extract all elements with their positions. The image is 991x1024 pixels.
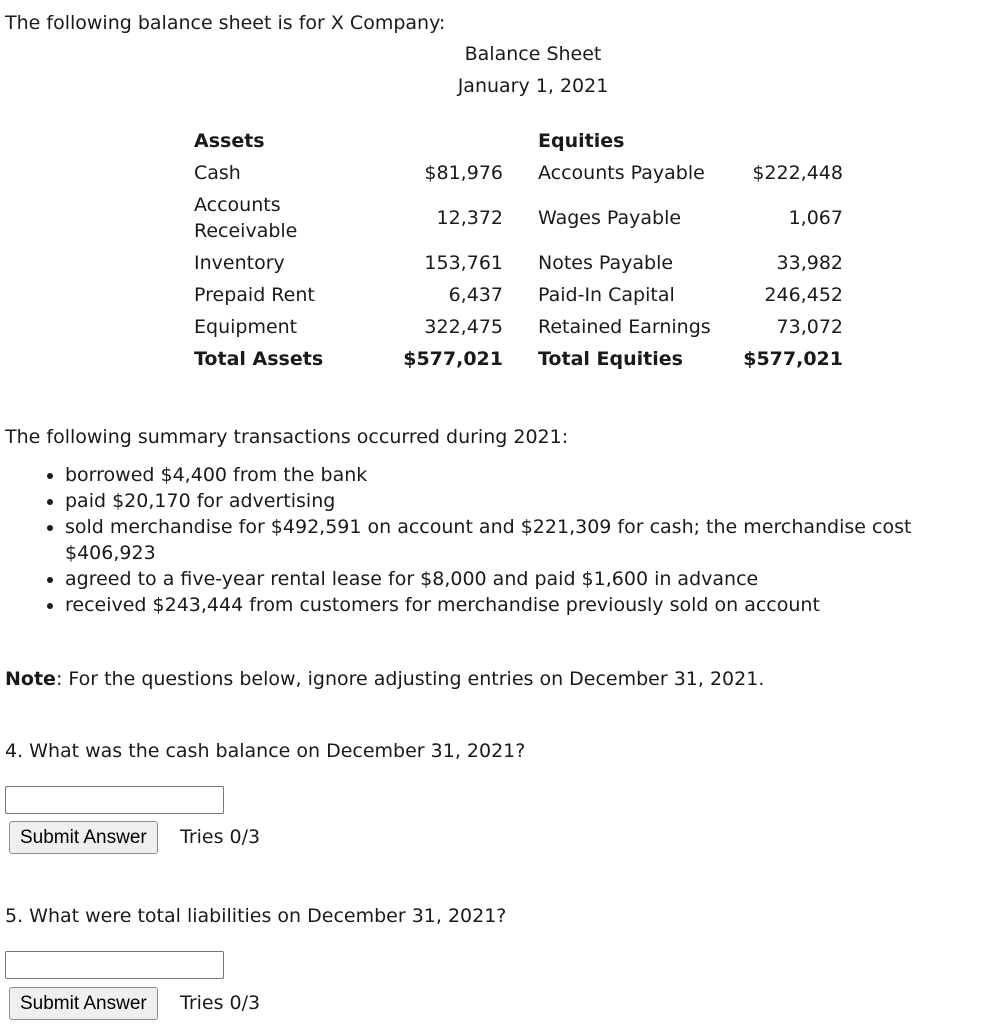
total-equities-label: Total Equities <box>538 348 683 370</box>
question-5-tries: Tries 0/3 <box>180 992 261 1014</box>
note-text: : For the questions below, ignore adjusting entries on December 31, 2021. <box>55 668 765 690</box>
equities-header: Equities <box>538 130 625 152</box>
list-item: • received $243,444 from customers for merchandise previously sold on account <box>65 592 985 618</box>
sheet-date: January 1, 2021 <box>457 75 609 97</box>
asset-label: Equipment <box>194 316 298 338</box>
asset-label: Inventory <box>194 252 285 274</box>
question-4-submit-button[interactable]: Submit Answer <box>9 821 158 854</box>
total-equities-value: $577,021 <box>743 348 843 370</box>
note <box>5 668 764 690</box>
asset-label: Receivable <box>194 220 298 242</box>
total-assets-label: Total Assets <box>194 348 324 370</box>
asset-value: 322,475 <box>424 316 503 338</box>
question-4-tries: Tries 0/3 <box>180 826 261 848</box>
asset-label: Prepaid Rent <box>194 284 315 306</box>
list-item: • paid $20,170 for advertising <box>65 488 985 514</box>
question-5-answer-input[interactable] <box>5 951 224 979</box>
transactions-intro: The following summary transactions occurred during 2021: <box>5 426 569 448</box>
asset-label: Accounts <box>194 194 281 216</box>
equity-value: 1,067 <box>788 207 843 229</box>
question-5-text: 5. What were total liabilities on December 31, 2021? <box>5 905 507 927</box>
asset-value: 6,437 <box>448 284 503 306</box>
question-4-answer-input[interactable] <box>5 786 224 814</box>
equity-label: Retained Earnings <box>538 316 711 338</box>
asset-label: Cash <box>194 162 241 184</box>
sheet-title: Balance Sheet <box>464 43 602 65</box>
equity-value: $222,448 <box>752 162 843 184</box>
asset-value: $81,976 <box>424 162 503 184</box>
equity-label: Notes Payable <box>538 252 674 274</box>
list-item: • borrowed $4,400 from the bank <box>65 462 985 488</box>
equity-value: 246,452 <box>764 284 843 306</box>
list-item: • agreed to a five-year rental lease for $8,000 and paid $1,600 in advance <box>65 566 985 592</box>
equity-value: 73,072 <box>776 316 843 338</box>
note-label: Note <box>5 668 56 690</box>
assets-header: Assets <box>194 130 265 152</box>
transactions-list <box>22 462 985 618</box>
asset-value: 153,761 <box>424 252 503 274</box>
intro-text: The following balance sheet is for X Company: <box>5 12 446 34</box>
question-5-submit-button[interactable]: Submit Answer <box>9 987 158 1020</box>
equity-label: Wages Payable <box>538 207 682 229</box>
equity-value: 33,982 <box>776 252 843 274</box>
question-4-text: 4. What was the cash balance on December 31, 2021? <box>5 740 526 762</box>
total-assets-value: $577,021 <box>403 348 503 370</box>
list-item: • sold merchandise for $492,591 on account and $221,309 for cash; the merchandise cost $406,923 <box>65 514 985 566</box>
equity-label: Paid-In Capital <box>538 284 675 306</box>
equity-label: Accounts Payable <box>538 162 705 184</box>
asset-value: 12,372 <box>436 207 503 229</box>
